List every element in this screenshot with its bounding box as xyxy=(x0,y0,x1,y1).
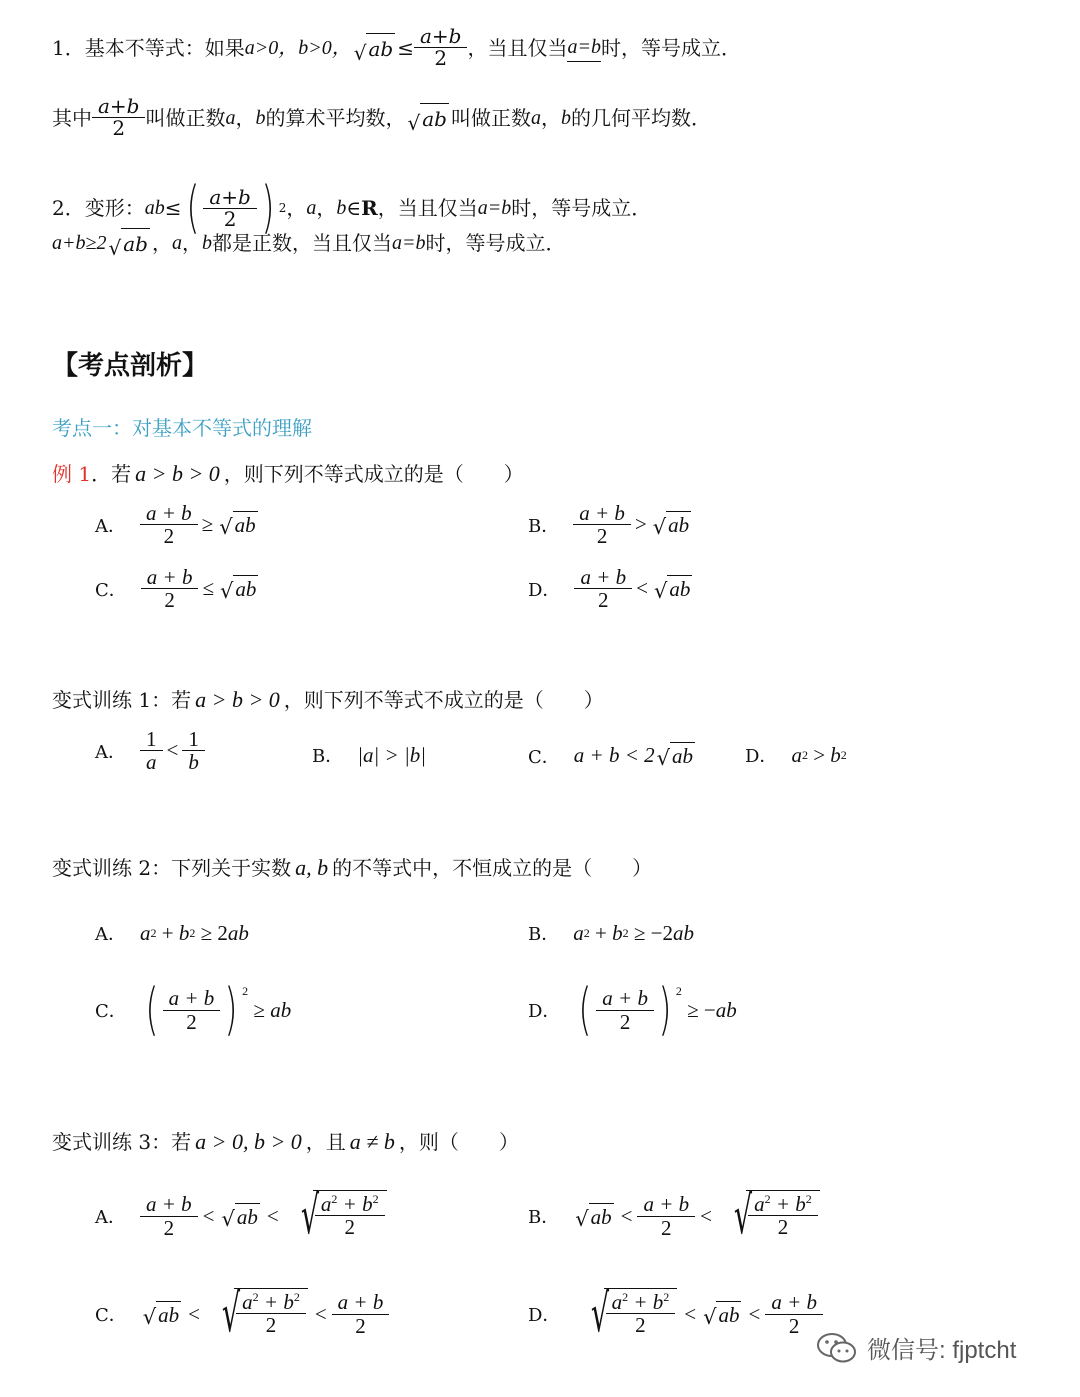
option-letter: B． xyxy=(528,515,560,537)
operator: < xyxy=(636,576,648,601)
option-letter: B． xyxy=(312,746,344,767)
right-paren: ) xyxy=(658,977,672,1042)
variables: a, b xyxy=(295,855,329,880)
option-letter: D． xyxy=(745,746,778,767)
equality-condition: a=b xyxy=(567,33,601,62)
equality-condition: a=b xyxy=(477,197,512,219)
geometric-mean: √ ab xyxy=(221,1204,258,1231)
text: ，当且仅当 xyxy=(467,35,568,60)
example-1-option-c[interactable] xyxy=(95,566,260,611)
equality-condition: a=b xyxy=(391,232,426,254)
variant-2-question xyxy=(52,854,652,882)
option-letter: C． xyxy=(95,1305,127,1326)
exponent: 2 xyxy=(801,747,808,762)
fraction-mean: $\frac{a+b}{2}$ xyxy=(417,26,464,69)
variant-2-option-c[interactable] xyxy=(95,977,292,1042)
operator: > xyxy=(807,742,831,767)
leq-symbol: ≤ xyxy=(164,196,182,220)
text: 变式训练 3：若 xyxy=(52,1130,192,1154)
item-number: 2． xyxy=(52,196,85,220)
var-ab: ab xyxy=(144,197,165,219)
fraction: $\frac{a + b}{2}$ xyxy=(166,987,218,1032)
operator: < xyxy=(266,1203,279,1228)
exponent: 2 xyxy=(622,925,629,940)
operator: < xyxy=(314,1301,327,1326)
option-letter: A． xyxy=(95,741,126,763)
rhs: ≥ −2 xyxy=(628,920,673,945)
option-letter: C． xyxy=(95,579,127,601)
operator: > xyxy=(634,512,647,537)
fraction: $\frac{a + b}{2}$ xyxy=(577,566,629,611)
condition: a > b > 0 xyxy=(195,687,280,712)
var-a: a xyxy=(573,920,584,945)
arithmetic-mean: $\frac{a + b}{2}$ xyxy=(143,1193,195,1238)
text: ，则下列不等式成立的是（ ） xyxy=(223,462,524,486)
fraction-mean: $\frac{a+b}{2}$ xyxy=(95,96,142,139)
operator: < xyxy=(166,738,179,763)
operator: < xyxy=(202,1203,215,1228)
option-letter: C． xyxy=(528,746,560,768)
text: 时，等号成立． xyxy=(600,35,741,60)
text: ，则下列不等式不成立的是（ ） xyxy=(283,688,604,712)
intro-line-2 xyxy=(52,96,711,139)
operator: < xyxy=(700,1203,712,1228)
var-b: b xyxy=(178,920,190,945)
comma: ， xyxy=(540,105,561,130)
var-a: a xyxy=(171,232,182,254)
quadratic-mean: √ $\frac{a^2 + b^2}{2}$ xyxy=(207,1288,308,1340)
variant-3-option-d[interactable] xyxy=(528,1284,823,1344)
text: 的不等式中，不恒成立的是（ ） xyxy=(332,856,653,880)
sqrt-ab: √ ab xyxy=(219,513,256,540)
exponent: 2 xyxy=(278,201,287,215)
watermark-text: 微信号: fjptcht xyxy=(867,1337,1017,1364)
quadratic-mean: √ $\frac{a^2 + b^2}{2}$ xyxy=(286,1190,387,1242)
var-b: b xyxy=(612,920,623,945)
example-1-option-a[interactable] xyxy=(95,502,260,547)
variant-1-option-d[interactable] xyxy=(745,742,847,768)
rhs: ≥ 2 xyxy=(195,920,228,945)
comma: ， xyxy=(181,231,202,255)
exponent: 2 xyxy=(150,925,157,940)
expression: |a| > |b| xyxy=(357,742,426,767)
watermark xyxy=(815,1330,1016,1365)
var-ab: ab xyxy=(672,920,694,945)
sqrt-ab: √ ab xyxy=(652,513,690,540)
operator: + xyxy=(589,920,613,945)
condition-b: b>0， xyxy=(298,36,352,59)
intro-line-1 xyxy=(52,26,741,69)
sqrt-ab: √ ab xyxy=(108,228,149,258)
sqrt-ab: √ ab xyxy=(653,577,691,604)
option-letter: A． xyxy=(95,924,126,945)
text: 叫做正数 xyxy=(145,105,226,130)
operator: < xyxy=(684,1301,697,1326)
wechat-icon xyxy=(815,1331,859,1365)
variant-1-option-c[interactable] xyxy=(528,742,697,769)
rhs: ≥ xyxy=(248,997,271,1022)
topic-heading: 考点一：对基本不等式的理解 xyxy=(52,416,312,440)
var-a: a xyxy=(225,106,236,129)
exponent: 2 xyxy=(840,747,847,762)
var-b: b xyxy=(560,106,571,129)
quadratic-mean: √ $\frac{a^2 + b^2}{2}$ xyxy=(576,1288,677,1340)
operator: < xyxy=(620,1203,633,1228)
sqrt-ab: √ ab xyxy=(354,33,395,63)
var-b: b xyxy=(201,232,212,254)
right-paren: ) xyxy=(224,977,238,1042)
item-number: 1． xyxy=(52,35,85,60)
variant-1-question xyxy=(52,686,604,714)
element-of: ∈ xyxy=(346,196,362,220)
arithmetic-mean: $\frac{a + b}{2}$ xyxy=(335,1291,387,1336)
comma: ， xyxy=(151,231,172,255)
comma: ， xyxy=(235,105,256,130)
option-letter: D． xyxy=(528,1001,561,1022)
geometric-mean: √ ab xyxy=(142,1302,180,1329)
variant-3-option-a[interactable] xyxy=(95,1186,389,1246)
exponent: 2 xyxy=(675,984,682,998)
var-a: a xyxy=(530,106,541,129)
condition: a > b > 0 xyxy=(135,461,220,486)
operator: < xyxy=(188,1301,201,1326)
sqrt-ab: √ ab xyxy=(407,103,448,133)
variant-3-option-b[interactable] xyxy=(528,1186,822,1246)
option-letter: B． xyxy=(528,924,560,945)
option-letter: D． xyxy=(528,1305,561,1326)
geometric-mean: √ ab xyxy=(575,1204,612,1231)
text: 变式训练 1：若 xyxy=(52,688,192,712)
var-b: b xyxy=(255,106,266,129)
text: 时，等号成立． xyxy=(425,231,566,255)
operator: + xyxy=(156,920,179,945)
operator: < xyxy=(748,1301,761,1326)
text: 基本不等式：如果 xyxy=(84,35,245,60)
var-ab: ab xyxy=(715,997,737,1022)
var-b: b xyxy=(336,197,347,219)
sqrt-ab: √ ab xyxy=(656,744,694,770)
comma: ， xyxy=(286,196,307,220)
var-a: a xyxy=(140,920,151,945)
text: ．若 xyxy=(91,462,132,486)
variant-1-option-b[interactable] xyxy=(312,742,426,768)
var-ab: ab xyxy=(270,997,292,1022)
variant-3-question xyxy=(52,1128,519,1156)
option-letter: B． xyxy=(528,1207,560,1228)
variant-2-option-d[interactable] xyxy=(528,977,737,1042)
example-label: 例 1 xyxy=(52,462,92,486)
variant-2-option-b[interactable] xyxy=(528,920,694,946)
right-paren: ) xyxy=(261,175,275,240)
exponent: 2 xyxy=(583,925,590,940)
option-letter: C． xyxy=(95,1001,127,1022)
var-a: a xyxy=(791,742,802,767)
text: 变形： xyxy=(84,196,145,220)
quadratic-mean: √ $\frac{a^2 + b^2}{2}$ xyxy=(719,1190,820,1242)
fraction: $\frac{1}{b}$ xyxy=(185,728,202,773)
text: 的算术平均数， xyxy=(265,105,406,130)
text: 变式训练 2：下列关于实数 xyxy=(52,856,292,880)
sqrt-ab: √ ab xyxy=(219,577,257,604)
example-1-option-d[interactable] xyxy=(528,566,694,611)
variant-2-option-a[interactable] xyxy=(95,920,249,946)
text: 的几何平均数． xyxy=(570,105,711,130)
fraction: $\frac{a + b}{2}$ xyxy=(143,502,195,547)
exponent: 2 xyxy=(242,984,249,998)
left-paren: ( xyxy=(185,175,199,240)
fraction: $\frac{a + b}{2}$ xyxy=(576,502,628,547)
expression: a + b < 2 xyxy=(573,743,655,767)
text: 其中 xyxy=(52,105,92,130)
arithmetic-mean: $\frac{a + b}{2}$ xyxy=(768,1291,820,1336)
text: 叫做正数 xyxy=(450,105,531,130)
condition-a: a>0， xyxy=(244,36,299,59)
inequality-lhs: a+b≥2 xyxy=(52,232,107,254)
left-paren: ( xyxy=(145,977,159,1042)
var-b: b xyxy=(830,742,841,767)
operator: ≥ xyxy=(201,512,214,537)
example-1-option-b[interactable] xyxy=(528,502,693,547)
var-a: a xyxy=(306,197,317,219)
arithmetic-mean: $\frac{a + b}{2}$ xyxy=(640,1193,692,1238)
text: ，且 xyxy=(305,1130,346,1154)
rhs: ≥ − xyxy=(681,997,716,1022)
fraction: $\frac{1}{a}$ xyxy=(143,728,160,773)
fraction-mean: $\frac{a+b}{2}$ xyxy=(206,187,253,230)
condition-neq: a ≠ b xyxy=(349,1129,395,1154)
condition: a > 0, b > 0 xyxy=(195,1129,302,1154)
fraction: $\frac{a + b}{2}$ xyxy=(144,566,196,611)
option-letter: A． xyxy=(95,1207,126,1228)
leq-symbol: ≤ xyxy=(397,35,414,60)
variant-1-option-a[interactable] xyxy=(95,728,205,773)
exponent: 2 xyxy=(189,925,196,940)
geometric-mean: √ ab xyxy=(703,1302,740,1329)
left-paren: ( xyxy=(578,977,592,1042)
section-heading: 【考点剖析】 xyxy=(52,351,209,381)
text: 时，等号成立． xyxy=(511,196,652,220)
real-set: R xyxy=(361,196,378,220)
var-ab: ab xyxy=(227,920,249,945)
text: ，当且仅当 xyxy=(377,196,478,220)
option-letter: A． xyxy=(95,515,126,537)
intro-line-4 xyxy=(52,228,565,258)
text: ，则（ ） xyxy=(398,1130,519,1154)
example-1-question xyxy=(52,460,524,488)
variant-3-option-c[interactable] xyxy=(95,1284,389,1344)
comma: ， xyxy=(316,196,337,220)
operator: ≤ xyxy=(202,576,214,601)
text: 都是正数，当且仅当 xyxy=(211,231,392,255)
option-letter: D． xyxy=(528,579,561,601)
fraction: $\frac{a + b}{2}$ xyxy=(599,987,651,1032)
